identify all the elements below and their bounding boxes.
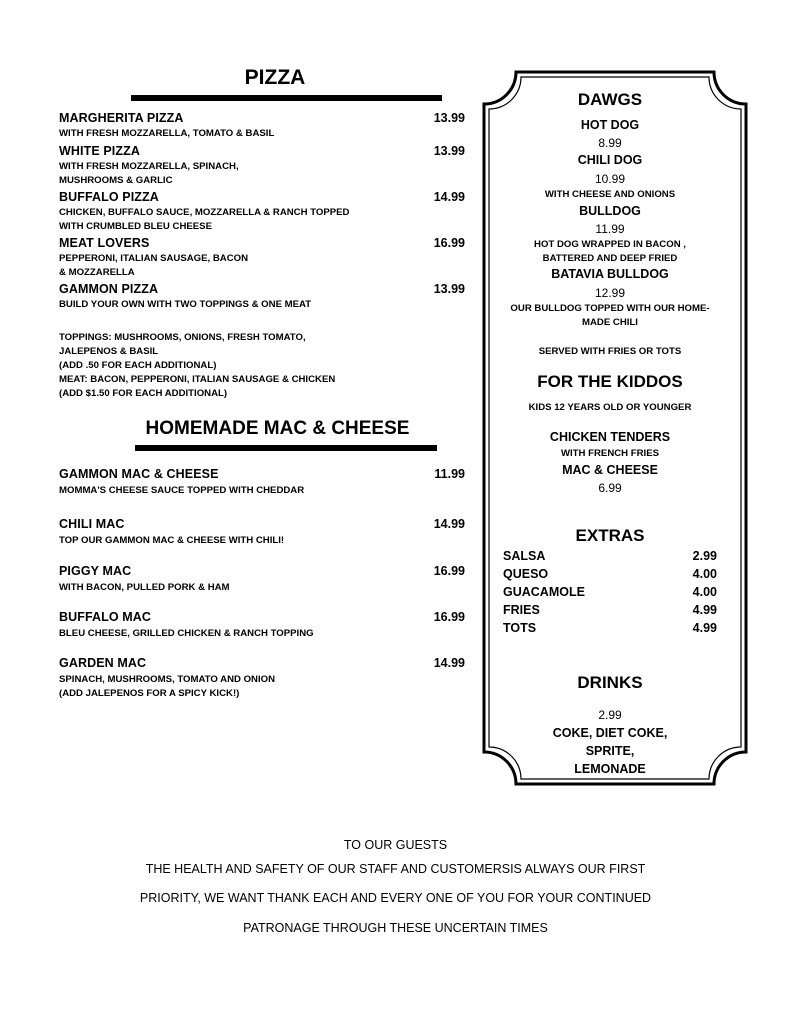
mac-item-desc: TOP OUR GAMMON MAC & CHEESE WITH CHILI! — [59, 535, 285, 546]
pizza-item-name: MARGHERITA PIZZA — [59, 111, 184, 125]
extras-item-name: TOTS — [503, 621, 537, 635]
pizza-item-price: 13.99 — [433, 144, 465, 158]
pizza-title-rule — [131, 95, 442, 101]
pizza-item-desc: MUSHROOMS & GARLIC — [59, 175, 173, 186]
toppings-line: (ADD $1.50 FOR EACH ADDITIONAL) — [59, 388, 228, 399]
bulldog-desc: HOT DOG WRAPPED IN BACON , — [534, 239, 686, 250]
kiddos-age-note: KIDS 12 YEARS OLD OR YOUNGER — [528, 402, 692, 413]
pizza-item-desc: CHICKEN, BUFFALO SAUCE, MOZZARELLA & RANCH TOPPED — [59, 207, 350, 218]
extras-row — [503, 567, 717, 581]
footer-line: TO OUR GUESTS — [343, 838, 448, 852]
pizza-item-desc: WITH CRUMBLED BLEU CHEESE — [59, 221, 212, 232]
mac-item-name: CHILI MAC — [59, 517, 125, 531]
chicken-tenders-desc: WITH FRENCH FRIES — [560, 448, 660, 459]
extras-item-price: 4.99 — [692, 603, 717, 617]
toppings-line: JALEPENOS & BASIL — [59, 346, 159, 357]
batavia-bulldog-desc: OUR BULLDOG TOPPED WITH OUR HOME- — [510, 303, 710, 314]
mac-item-price: 11.99 — [434, 467, 465, 481]
pizza-item-name: WHITE PIZZA — [59, 144, 140, 158]
hot-dog-price: 8.99 — [598, 136, 622, 150]
pizza-item-price: 14.99 — [433, 190, 465, 204]
toppings-line: MEAT: BACON, PEPPERONI, ITALIAN SAUSAGE & CHICKEN — [59, 374, 336, 385]
mac-item-name: GARDEN MAC — [59, 656, 147, 670]
dawgs-title: DAWGS — [577, 90, 643, 109]
chili-dog-price: 10.99 — [594, 172, 626, 186]
extras-row — [503, 603, 717, 617]
mac-item-name: GAMMON MAC & CHEESE — [59, 467, 219, 481]
bulldog-desc: BATTERED AND DEEP FRIED — [542, 253, 678, 264]
hot-dog-name: HOT DOG — [580, 118, 640, 132]
mac-item-desc: WITH BACON, PULLED PORK & HAM — [59, 582, 230, 593]
mac-item-price: 16.99 — [433, 564, 465, 578]
mac-item-desc: SPINACH, MUSHROOMS, TOMATO AND ONION — [59, 674, 276, 685]
pizza-title: PIZZA — [244, 66, 306, 89]
mac-item-name: PIGGY MAC — [59, 564, 132, 578]
drinks-line: LEMONADE — [574, 762, 646, 776]
mac-title-rule — [135, 445, 437, 451]
mac-item-desc: (ADD JALEPENOS FOR A SPICY KICK!) — [59, 688, 240, 699]
mac-item-price: 14.99 — [433, 656, 465, 670]
kiddos-title: FOR THE KIDDOS — [537, 372, 683, 391]
footer-line: PRIORITY, WE WANT THANK EACH AND EVERY ONE OF YOU FOR YOUR CONTINUED — [139, 891, 652, 905]
pizza-item-price: 16.99 — [433, 236, 465, 250]
pizza-item-name: BUFFALO PIZZA — [59, 190, 159, 204]
toppings-line: TOPPINGS: MUSHROOMS, ONIONS, FRESH TOMATO, — [59, 332, 306, 343]
pizza-item-price: 13.99 — [433, 111, 465, 125]
kids-mac-name: MAC & CHEESE — [562, 463, 658, 477]
extras-row — [503, 549, 717, 563]
toppings-line: (ADD .50 FOR EACH ADDITIONAL) — [59, 360, 217, 371]
extras-item-price: 4.00 — [692, 585, 717, 599]
mac-item-name: BUFFALO MAC — [59, 610, 152, 624]
drinks-price: 2.99 — [598, 708, 622, 722]
drinks-title: DRINKS — [577, 673, 643, 692]
drinks-line: SPRITE, — [585, 744, 635, 758]
chicken-tenders-name: CHICKEN TENDERS — [549, 430, 671, 444]
mac-item-price: 16.99 — [433, 610, 465, 624]
extras-item-name: FRIES — [503, 603, 540, 617]
batavia-bulldog-name: BATAVIA BULLDOG — [551, 267, 669, 281]
bulldog-price: 11.99 — [595, 222, 625, 236]
batavia-bulldog-price: 12.99 — [594, 286, 626, 300]
served-with-note: SERVED WITH FRIES OR TOTS — [538, 346, 682, 357]
extras-item-name: GUACAMOLE — [503, 585, 585, 599]
pizza-item-price: 13.99 — [433, 282, 465, 296]
extras-row — [503, 621, 717, 635]
mac-title: HOMEMADE MAC & CHEESE — [145, 418, 410, 439]
mac-item-desc: MOMMA'S CHEESE SAUCE TOPPED WITH CHEDDAR — [59, 485, 305, 496]
extras-item-price: 4.00 — [692, 567, 717, 581]
chili-dog-desc: WITH CHEESE AND ONIONS — [544, 189, 676, 200]
batavia-bulldog-desc: MADE CHILI — [582, 317, 638, 328]
footer-line: PATRONAGE THROUGH THESE UNCERTAIN TIMES — [243, 921, 548, 935]
pizza-item-desc: WITH FRESH MOZZARELLA, TOMATO & BASIL — [59, 128, 275, 139]
pizza-item-desc: PEPPERONI, ITALIAN SAUSAGE, BACON — [59, 253, 249, 264]
pizza-item-name: MEAT LOVERS — [59, 236, 150, 250]
pizza-item-desc: & MOZZARELLA — [59, 267, 135, 278]
kiddos-price: 6.99 — [598, 481, 622, 495]
pizza-item-desc: WITH FRESH MOZZARELLA, SPINACH, — [59, 161, 239, 172]
extras-item-price: 4.99 — [692, 621, 717, 635]
extras-row — [503, 585, 717, 599]
mac-item-price: 14.99 — [433, 517, 465, 531]
drinks-line: COKE, DIET COKE, — [552, 726, 668, 740]
extras-item-price: 2.99 — [692, 549, 717, 563]
bulldog-name: BULLDOG — [579, 204, 641, 218]
extras-item-name: SALSA — [503, 549, 546, 563]
extras-item-name: QUESO — [503, 567, 549, 581]
extras-title: EXTRAS — [575, 526, 645, 545]
pizza-item-desc: BUILD YOUR OWN WITH TWO TOPPINGS & ONE MEAT — [59, 299, 312, 310]
pizza-item-name: GAMMON PIZZA — [59, 282, 159, 296]
mac-item-desc: BLEU CHEESE, GRILLED CHICKEN & RANCH TOPPING — [59, 628, 314, 639]
chili-dog-name: CHILI DOG — [577, 153, 643, 167]
footer-line: THE HEALTH AND SAFETY OF OUR STAFF AND CUSTOMERSIS ALWAYS OUR FIRST — [145, 862, 646, 876]
